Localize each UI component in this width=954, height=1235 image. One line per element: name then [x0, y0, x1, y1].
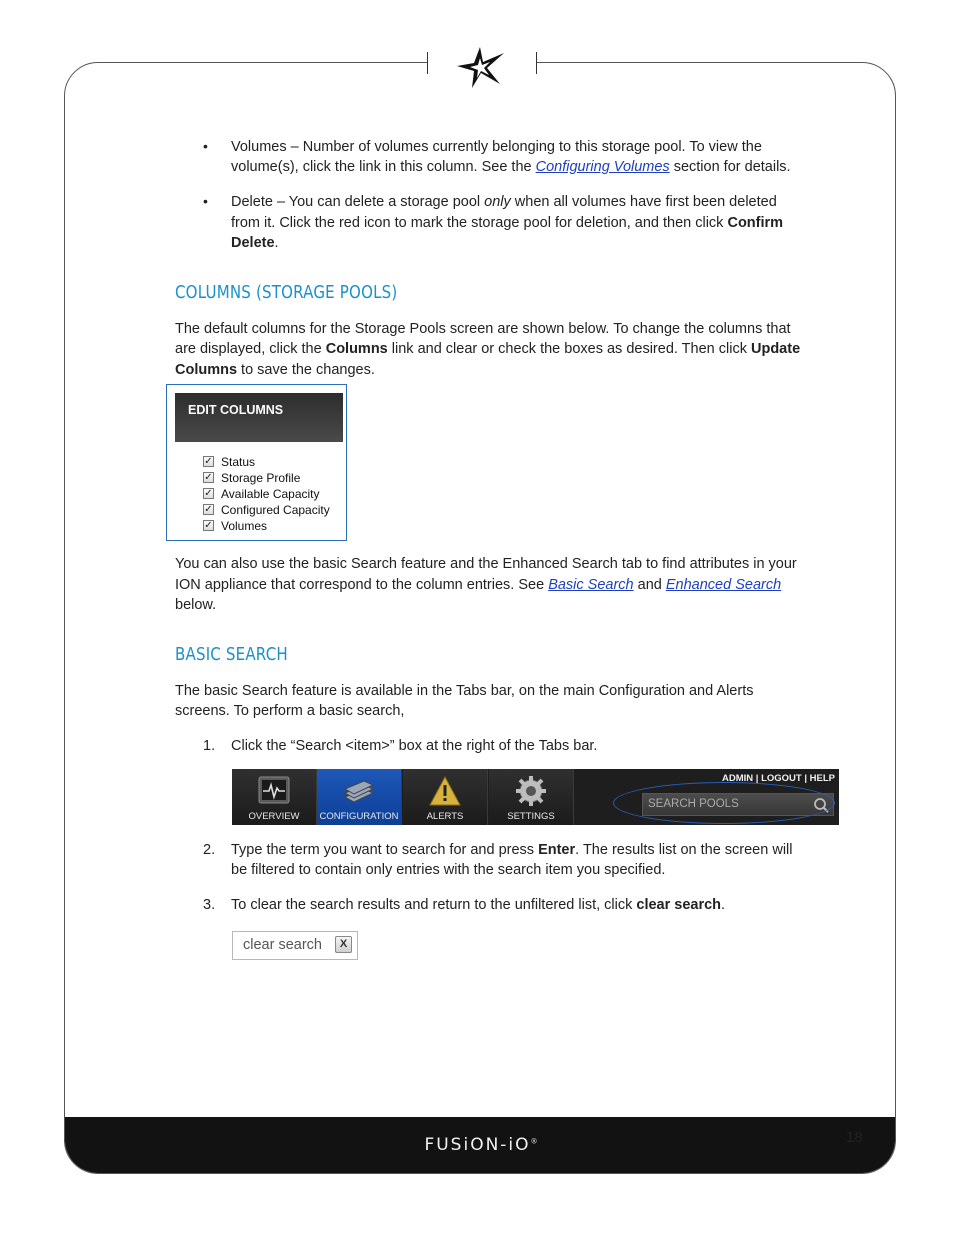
step1-text: Click the “Search <item>” box at the right of the Tabs bar.: [231, 738, 598, 754]
columns-paragraph-line1: The default columns for the Storage Pools screen are shown below. To change the columns that: [175, 321, 791, 337]
tab-alerts[interactable]: ALERTS: [403, 769, 488, 825]
step3-text: To clear the search results and return to the unfiltered list, click clear search.: [231, 897, 726, 913]
bullet-delete-line3: Delete.: [231, 235, 279, 251]
clear-search-button[interactable]: clear search X: [232, 931, 358, 960]
basic-paragraph-line2: screens. To perform a basic search,: [175, 703, 405, 719]
page-footer: [65, 1117, 895, 1173]
footer-brand-logo: FUSiON-iO®: [424, 1135, 538, 1155]
top-links-admin-logout-help[interactable]: ADMIN | LOGOUT | HELP: [722, 773, 835, 784]
server-blades-icon: [342, 775, 376, 807]
gear-icon: [514, 775, 548, 807]
checkbox-checked-icon[interactable]: ✓: [204, 472, 213, 483]
checkbox-checked-icon[interactable]: ✓: [204, 520, 213, 531]
page-number: 18: [846, 1129, 863, 1146]
bullet-delete-line2: from it. Click the red icon to mark the storage pool for deletion, and then click Confirm: [231, 215, 784, 231]
step-number: 1.: [203, 738, 216, 754]
tab-settings[interactable]: SETTINGS: [489, 769, 574, 825]
edit-columns-figure: EDIT COLUMNS ✓ Status ✓ Storage Profile ✓ Available Capacity ✓ Configured Capacity ✓ Volumes: [166, 384, 347, 541]
edit-columns-header: EDIT COLUMNS: [175, 393, 343, 442]
bullet-volumes-line2: volume(s), click the link in this column. See the Configuring Volumes section for details.: [231, 159, 791, 175]
link-basic-search[interactable]: Basic Search: [548, 577, 634, 593]
brand-star-icon: [452, 44, 508, 90]
frame-divider-left: [427, 52, 428, 74]
section-heading-columns: COLUMNS (STORAGE POOLS): [175, 283, 398, 303]
search-paragraph-line3: below.: [175, 597, 217, 613]
checkbox-checked-icon[interactable]: ✓: [204, 504, 213, 515]
bullet-delete-line1: Delete – You can delete a storage pool only when all volumes have first been deleted: [231, 194, 777, 210]
search-highlight-ellipse: [613, 782, 835, 824]
search-paragraph-line2: ION appliance that correspond to the column entries. See Basic Search and Enhanced Search: [175, 577, 782, 593]
columns-paragraph-line2: are displayed, click the Columns link and clear or check the boxes as desired. Then click Update: [175, 341, 801, 357]
columns-paragraph-line3: Columns to save the changes.: [175, 362, 375, 378]
step-number: 2.: [203, 842, 216, 858]
checkbox-checked-icon[interactable]: ✓: [204, 488, 213, 499]
frame-divider-right: [536, 52, 537, 74]
tab-overview[interactable]: OVERVIEW: [232, 769, 317, 825]
section-heading-basic-search: BASIC SEARCH: [175, 645, 288, 665]
step-number: 3.: [203, 897, 216, 913]
search-pools-input[interactable]: SEARCH POOLS: [642, 793, 834, 816]
checkbox-checked-icon[interactable]: ✓: [204, 456, 213, 467]
bullet-marker: •: [203, 193, 208, 209]
step2-line1: Type the term you want to search for and press Enter. The results list on the screen will: [231, 842, 793, 858]
bullet-marker: •: [203, 138, 208, 154]
close-icon[interactable]: X: [335, 936, 352, 953]
warning-triangle-icon: [428, 775, 462, 807]
step2-line2: be filtered to contain only entries with the search item you specified.: [231, 862, 666, 878]
tab-configuration[interactable]: CONFIGURATION: [317, 769, 402, 825]
basic-paragraph-line1: The basic Search feature is available in the Tabs bar, on the main Configuration and Alerts: [175, 683, 754, 699]
bullet-volumes-line1: Volumes – Number of volumes currently belonging to this storage pool. To view the: [231, 139, 762, 155]
pulse-monitor-icon: [257, 775, 291, 807]
link-enhanced-search[interactable]: Enhanced Search: [665, 577, 782, 593]
search-paragraph-line1: You can also use the basic Search feature and the Enhanced Search tab to find attributes in your: [175, 556, 797, 572]
link-configuring-volumes[interactable]: Configuring Volumes: [535, 159, 670, 175]
